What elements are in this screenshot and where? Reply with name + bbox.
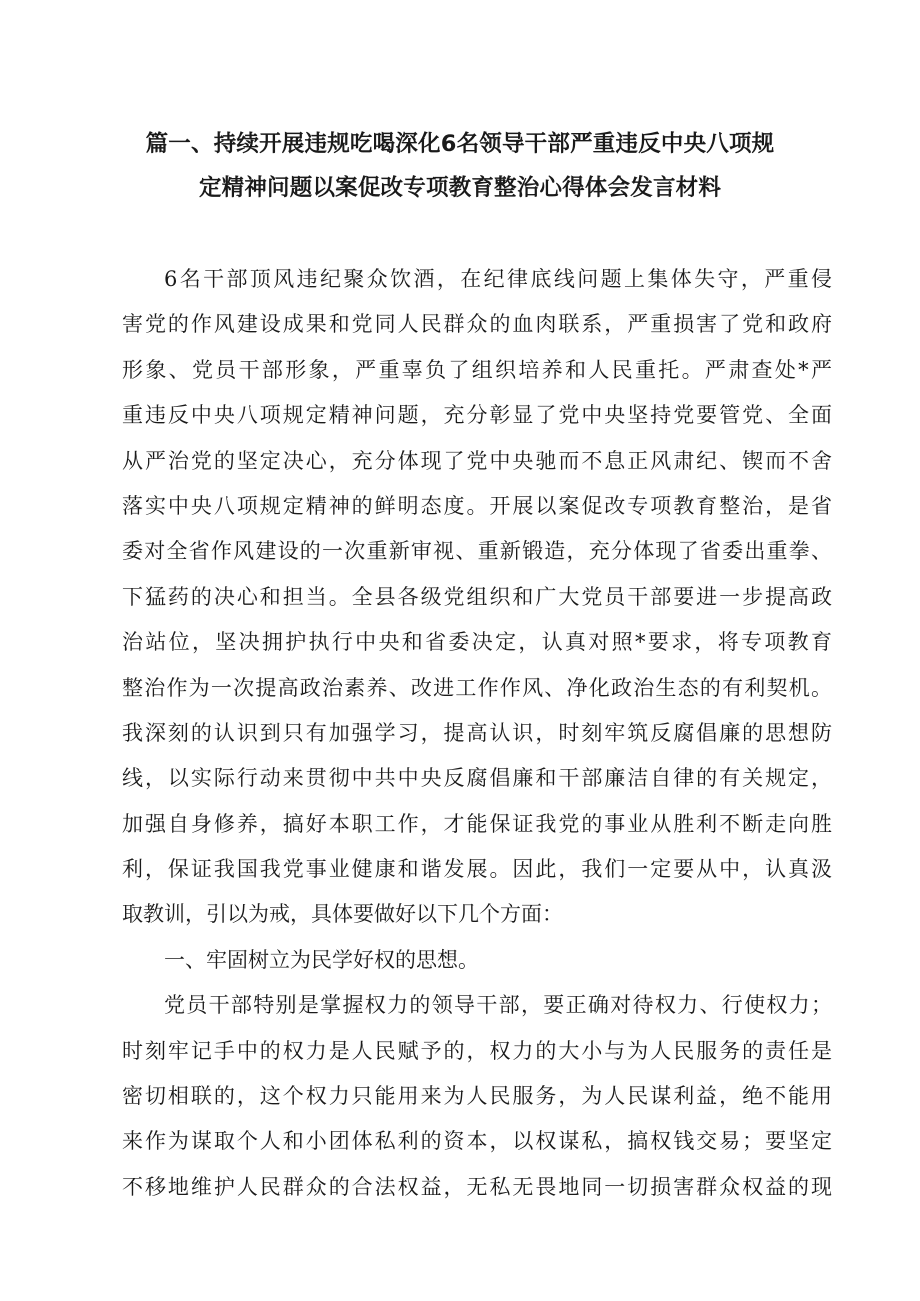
body-line: 我深刻的认识到只有加强学习，提高认识，时刻牢筑反腐倡廉的思想防 — [122, 720, 832, 745]
body-line: 6名干部顶风违纪聚众饮酒，在纪律底线问题上集体失守，严重侵 — [164, 267, 832, 291]
body-line: 时刻牢记手中的权力是人民赋予的，权力的大小与为人民服务的责任是 — [122, 1038, 832, 1063]
document-title — [120, 122, 800, 210]
body-line: 害党的作风建设成果和党同人民群众的血肉联系，严重损害了党和政府 — [122, 312, 832, 337]
body-line: 来作为谋取个人和小团体私利的资本，以权谋私，搞权钱交易；要坚定 — [122, 1129, 832, 1154]
body-line: 党员干部特别是掌握权力的领导干部，要正确对待权力、行使权力； — [164, 993, 832, 1018]
body-line: 重违反中央八项规定精神问题，充分彰显了党中央坚持党要管党、全面 — [122, 403, 832, 428]
document-body — [122, 257, 832, 1210]
body-line: 落实中央八项规定精神的鲜明态度。开展以案促改专项教育整治，是省 — [122, 493, 832, 518]
body-line: 密切相联的，这个权力只能用来为人民服务，为人民谋利益，绝不能用 — [122, 1084, 832, 1109]
body-line: 加强自身修养，搞好本职工作，才能保证我党的事业从胜利不断走向胜 — [122, 811, 832, 836]
body-line: 治站位，坚决拥护执行中央和省委决定，认真对照*要求，将专项教育 — [122, 630, 832, 655]
body-line: 利，保证我国我党事业健康和谐发展。因此，我们一定要从中，认真汲 — [122, 857, 832, 882]
body-line: 不移地维护人民群众的合法权益，无私无畏地同一切损害群众权益的现 — [122, 1174, 832, 1199]
body-line: 整治作为一次提高政治素养、改进工作作风、净化政治生态的有利契机。 — [122, 675, 832, 700]
body-line: 从严治党的坚定决心，充分体现了党中央驰而不息正风肃纪、锲而不舍 — [122, 448, 832, 473]
title-line-2: 定精神问题以案促改专项教育整治心得体会发言材料 — [198, 175, 722, 201]
body-line: 形象、党员干部形象，严重辜负了组织培养和人民重托。严肃查处*严 — [122, 357, 832, 382]
body-line: 取教训，引以为戒，具体要做好以下几个方面： — [122, 902, 563, 927]
body-line: 委对全省作风建设的一次重新审视、重新锻造，充分体现了省委出重拳、 — [122, 539, 832, 564]
title-line-1: 篇一、持续开展违规吃喝深化6名领导干部严重违反中央八项规 — [145, 131, 775, 157]
body-line: 下猛药的决心和担当。全县各级党组织和广大党员干部要进一步提高政 — [122, 584, 832, 609]
body-line: 线，以实际行动来贯彻中共中央反腐倡廉和干部廉洁自律的有关规定， — [122, 766, 832, 791]
section-heading-1: 一、牢固树立为民学好权的思想。 — [164, 947, 479, 972]
